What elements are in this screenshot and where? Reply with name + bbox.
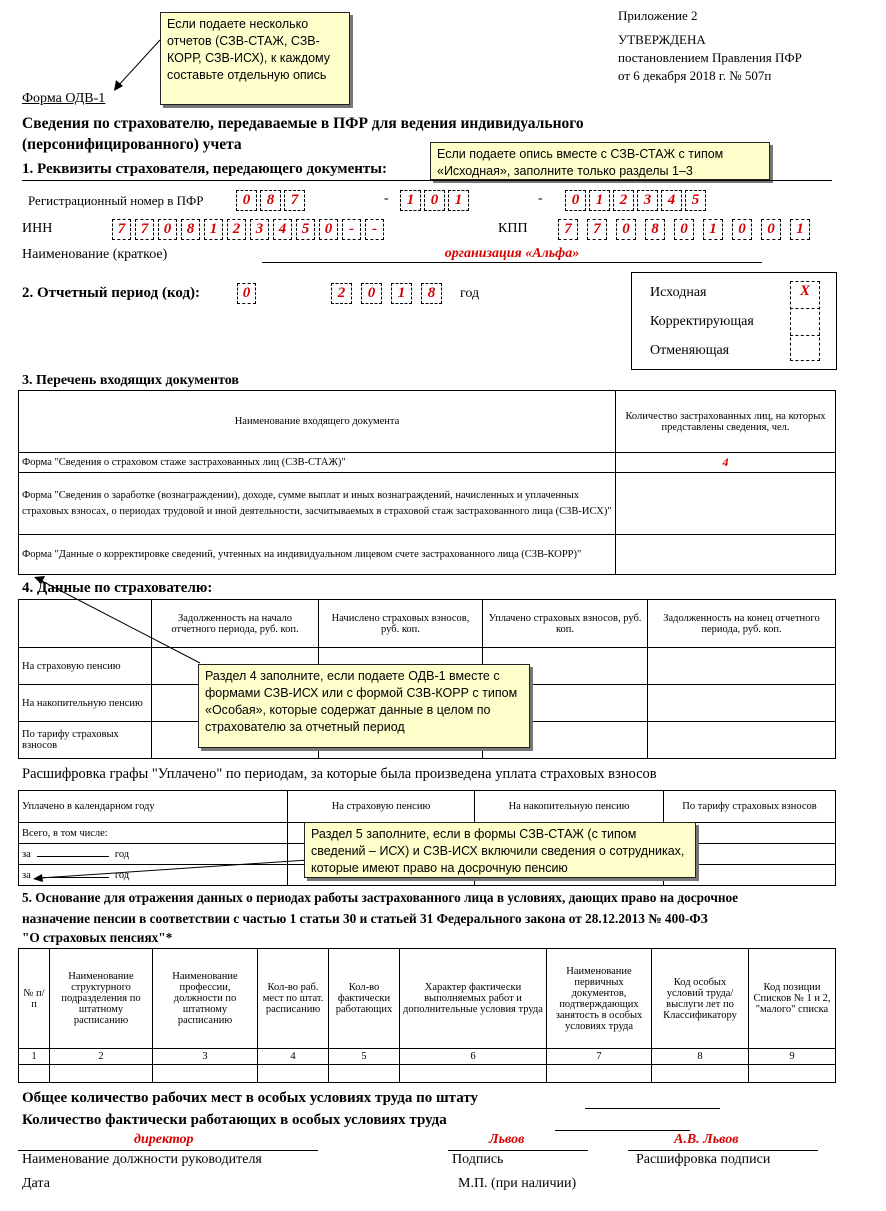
table-row xyxy=(19,1049,836,1065)
inn-label: ИНН xyxy=(22,221,53,236)
kpp-digit-cell[interactable]: 0 xyxy=(761,219,781,240)
reg-separator: - xyxy=(384,191,389,206)
table-row xyxy=(19,535,836,575)
callout-section5 xyxy=(304,822,696,878)
actual-count-label: Количество фактически работающих в особых условиях труда xyxy=(22,1112,447,1128)
documents-header-name: Наименование входящего документа xyxy=(19,391,616,453)
kpp-digit-cell[interactable]: 7 xyxy=(558,219,578,240)
insurer-header: Начислено страховых взносов, руб. коп. xyxy=(319,600,483,648)
reg-digit-cell[interactable]: 4 xyxy=(661,190,682,211)
kpp-digit-cell[interactable]: 0 xyxy=(732,219,752,240)
callout-section4 xyxy=(198,664,530,748)
reg-digit-cell[interactable]: 3 xyxy=(637,190,658,211)
conditions-header: Наименование первичных документов, подтверждающих занятость в особых условиях труда xyxy=(547,949,652,1049)
document-name: Форма "Сведения о заработке (вознаграждении), доходе, сумме выплат и иных вознаграждений, начисленных и уплаченных страховых взносах, о периодах трудовой и иной деятельности, засчитываемых в страховой стаж застрахованного лица (СЗВ-ИСХ)" xyxy=(19,473,616,535)
date-label: Дата xyxy=(22,1176,50,1191)
row-label: На накопительную пенсию xyxy=(19,685,152,722)
reg-digit-cell[interactable]: 2 xyxy=(613,190,634,211)
breakdown-header: По тарифу страховых взносов xyxy=(664,791,836,823)
approved-label: УТВЕРЖДЕНА xyxy=(618,32,706,47)
conditions-header: Наименование профессии, должности по штатному расписанию xyxy=(153,949,258,1049)
reg-digit-cell[interactable]: 1 xyxy=(448,190,469,211)
column-number: 7 xyxy=(547,1049,652,1065)
callout-line: Раздел 5 заполните, если в формы СЗВ-СТАЖ (с типом xyxy=(311,827,637,841)
column-number: 9 xyxy=(749,1049,836,1065)
inn-digit-cell[interactable]: - xyxy=(342,219,361,240)
conditions-header: Характер фактически выполняемых работ и дополнительные условия труда xyxy=(400,949,547,1049)
conditions-header: Кол-во фактически работающих xyxy=(329,949,400,1049)
insurer-header: Задолженность на конец отчетного периода, руб. коп. xyxy=(648,600,836,648)
inn-digit-cell[interactable]: 7 xyxy=(135,219,154,240)
column-number: 6 xyxy=(400,1049,547,1065)
column-number: 8 xyxy=(652,1049,749,1065)
callout-line: отчетов (СЗВ-СТАЖ, СЗВ- xyxy=(167,34,320,48)
kpp-digit-cell[interactable]: 8 xyxy=(645,219,665,240)
insurer-header: Уплачено страховых взносов, руб. коп. xyxy=(483,600,648,648)
document-name: Форма "Данные о корректировке сведений, учтенных на индивидуальном лицевом счете застрахованного лица (СЗВ-КОРР)" xyxy=(19,535,616,575)
callout-line: «Исходная», заполните только разделы 1–3 xyxy=(437,164,693,178)
stamp-label: М.П. (при наличии) xyxy=(458,1176,577,1191)
reg-digit-cell[interactable]: 1 xyxy=(400,190,421,211)
signature-value[interactable]: Львов xyxy=(489,1132,525,1147)
document-count[interactable] xyxy=(616,473,836,535)
approved-by-label: постановлением Правления ПФР xyxy=(618,50,802,65)
type-cancel-label: Отменяющая xyxy=(650,343,730,358)
row-label: На страховую пенсию xyxy=(19,648,152,685)
column-number: 5 xyxy=(329,1049,400,1065)
decoding-label: Расшифровка подписи xyxy=(636,1152,771,1167)
conditions-header: Код позиции Списков № 1 и 2, "малого" списка xyxy=(749,949,836,1049)
callout-line: которые имеют право на досрочную пенсию xyxy=(311,861,568,875)
callout-initial-type xyxy=(430,142,770,180)
za-label: за xyxy=(22,869,31,881)
inn-digit-cell[interactable]: 1 xyxy=(204,219,223,240)
type-initial-label: Исходная xyxy=(650,285,707,300)
section5-title-line3: "О страховых пенсиях"* xyxy=(22,930,173,945)
document-name: Форма "Сведения о страховом стаже застрахованных лиц (СЗВ-СТАЖ)" xyxy=(19,453,616,473)
inn-digit-cell[interactable]: 7 xyxy=(112,219,131,240)
position-label: Наименование должности руководителя xyxy=(22,1152,262,1167)
reg-digit-cell[interactable]: 0 xyxy=(565,190,586,211)
inn-digit-cell[interactable]: 4 xyxy=(273,219,292,240)
column-number: 1 xyxy=(19,1049,50,1065)
inn-digit-cell[interactable]: 8 xyxy=(181,219,200,240)
reg-digit-cell[interactable]: 7 xyxy=(284,190,305,211)
callout-line: сведений – ИСХ) и СЗВ-ИСХ включили сведения о сотрудниках, xyxy=(311,844,685,858)
inn-digit-cell[interactable]: 5 xyxy=(296,219,315,240)
inn-digit-cell[interactable]: 2 xyxy=(227,219,246,240)
reg-digit-cell[interactable]: 0 xyxy=(236,190,257,211)
breakdown-title: Расшифровка графы "Уплачено" по периодам, за которые была произведена уплата страховых взносов xyxy=(22,766,657,782)
kpp-digit-cell[interactable]: 0 xyxy=(616,219,636,240)
short-name-label: Наименование (краткое) xyxy=(22,247,168,262)
year-digit-cell[interactable]: 2 xyxy=(331,283,352,304)
form-name: Форма ОДВ-1 xyxy=(22,91,106,106)
conditions-header: № п/п xyxy=(19,949,50,1049)
year-digit-cell[interactable]: 1 xyxy=(391,283,412,304)
inn-digit-cell[interactable]: 3 xyxy=(250,219,269,240)
form-title-line1: Сведения по страхователю, передаваемые в ПФР для ведения индивидуального xyxy=(22,115,584,132)
callout-line: формами СЗВ-ИСХ или с формой СЗВ-КОРР с типом xyxy=(205,686,518,700)
appendix-label: Приложение 2 xyxy=(618,8,698,23)
callout-line: Если подаете опись вместе с СЗВ-СТАЖ с типом xyxy=(437,147,724,161)
kpp-digit-cell[interactable]: 0 xyxy=(674,219,694,240)
type-corrective-label: Корректирующая xyxy=(650,314,754,329)
approved-date-label: от 6 декабря 2018 г. № 507п xyxy=(618,68,772,83)
breakdown-header: На страховую пенсию xyxy=(288,791,475,823)
period-code-cell[interactable]: 0 xyxy=(237,283,256,304)
callout-line: Если подаете несколько xyxy=(167,17,309,31)
documents-table xyxy=(18,390,836,575)
document-count[interactable]: 4 xyxy=(616,453,836,473)
kpp-digit-cell[interactable]: 1 xyxy=(790,219,810,240)
type-corrective-checkbox[interactable] xyxy=(790,311,820,333)
breakdown-header: Уплачено в календарном году xyxy=(19,791,288,823)
reg-digit-cell[interactable]: 0 xyxy=(424,190,445,211)
section5-title-line1: 5. Основание для отражения данных о периодах работы застрахованного лица в условиях, дающих право на досрочное xyxy=(22,890,739,905)
za-label: за xyxy=(22,848,31,860)
section2-title: 2. Отчетный период (код): xyxy=(22,285,201,301)
god-label: год xyxy=(114,869,130,881)
column-number: 3 xyxy=(153,1049,258,1065)
type-checkbox-divider xyxy=(790,335,820,336)
kpp-digit-cell[interactable]: 7 xyxy=(587,219,607,240)
table-row xyxy=(19,453,836,473)
type-checkbox-divider xyxy=(790,308,820,309)
section1-title: 1. Реквизиты страхователя, передающего документы: xyxy=(22,161,387,177)
section5-title-line2: назначение пенсии в соответствии с частью 1 статьи 30 и статьей 31 Федерального закона от 28.12.2013 № 400-ФЗ xyxy=(22,911,708,926)
callout-line: Раздел 4 заполните, если подаете ОДВ-1 вместе с xyxy=(205,669,500,683)
form-title-line2: (персонифицированного) учета xyxy=(22,136,242,153)
reg-digit-cell[interactable]: 1 xyxy=(589,190,610,211)
kpp-label: КПП xyxy=(498,221,528,236)
correction-type-box xyxy=(631,272,837,370)
decoding-value[interactable]: А.В. Львов xyxy=(674,1132,739,1147)
callout-line: «Особая», которые содержат данные в целом по xyxy=(205,703,491,717)
callout-line: страхователю за отчетный период xyxy=(205,720,405,734)
column-number: 2 xyxy=(50,1049,153,1065)
god-label: год xyxy=(114,848,130,860)
short-name-value[interactable]: организация «Альфа» xyxy=(262,246,762,263)
table-row xyxy=(19,1065,836,1083)
year-digit-cell[interactable]: 8 xyxy=(421,283,442,304)
section3-title: 3. Перечень входящих документов xyxy=(22,373,239,388)
year-digit-cell[interactable]: 0 xyxy=(361,283,382,304)
kpp-digit-cell[interactable]: 1 xyxy=(703,219,723,240)
callout-line: составьте отдельную опись xyxy=(167,68,327,82)
year-label: год xyxy=(460,286,480,301)
inn-digit-cell[interactable]: 0 xyxy=(158,219,177,240)
row-label: По тарифу страховых взносов xyxy=(19,722,152,759)
callout-line: КОРР, СЗВ-ИСХ), к каждому xyxy=(167,51,331,65)
documents-header-count: Количество застрахованных лиц, на которых представлены сведения, чел. xyxy=(616,391,836,453)
total-places-label: Общее количество рабочих мест в особых условиях труда по штату xyxy=(22,1090,479,1106)
row-label: Всего, в том числе: xyxy=(19,823,288,844)
section4-title: 4. Данные по страхователю: xyxy=(22,580,213,596)
reg-number-label: Регистрационный номер в ПФР xyxy=(28,193,204,208)
inn-digit-cell[interactable]: 0 xyxy=(319,219,338,240)
special-conditions-table xyxy=(18,948,836,1083)
position-value[interactable]: директор xyxy=(134,1132,194,1147)
insurer-header: Задолженность на начало отчетного периода, руб. коп. xyxy=(152,600,319,648)
inn-digit-cell[interactable]: - xyxy=(365,219,384,240)
type-initial-checkbox[interactable]: X xyxy=(799,283,810,299)
type-cancel-checkbox[interactable] xyxy=(790,338,820,360)
reg-separator: - xyxy=(538,191,543,206)
reg-digit-cell[interactable]: 8 xyxy=(260,190,281,211)
document-count[interactable] xyxy=(616,535,836,575)
conditions-header: Код особых условий труда/ выслуги лет по Классификатору xyxy=(652,949,749,1049)
conditions-header: Кол-во раб. мест по штат. расписанию xyxy=(258,949,329,1049)
signature-label: Подпись xyxy=(452,1152,504,1167)
breakdown-header: На накопительную пенсию xyxy=(475,791,664,823)
conditions-header: Наименование структурного подразделения по штатному расписанию xyxy=(50,949,153,1049)
column-number: 4 xyxy=(258,1049,329,1065)
table-row xyxy=(19,473,836,535)
reg-digit-cell[interactable]: 5 xyxy=(685,190,706,211)
